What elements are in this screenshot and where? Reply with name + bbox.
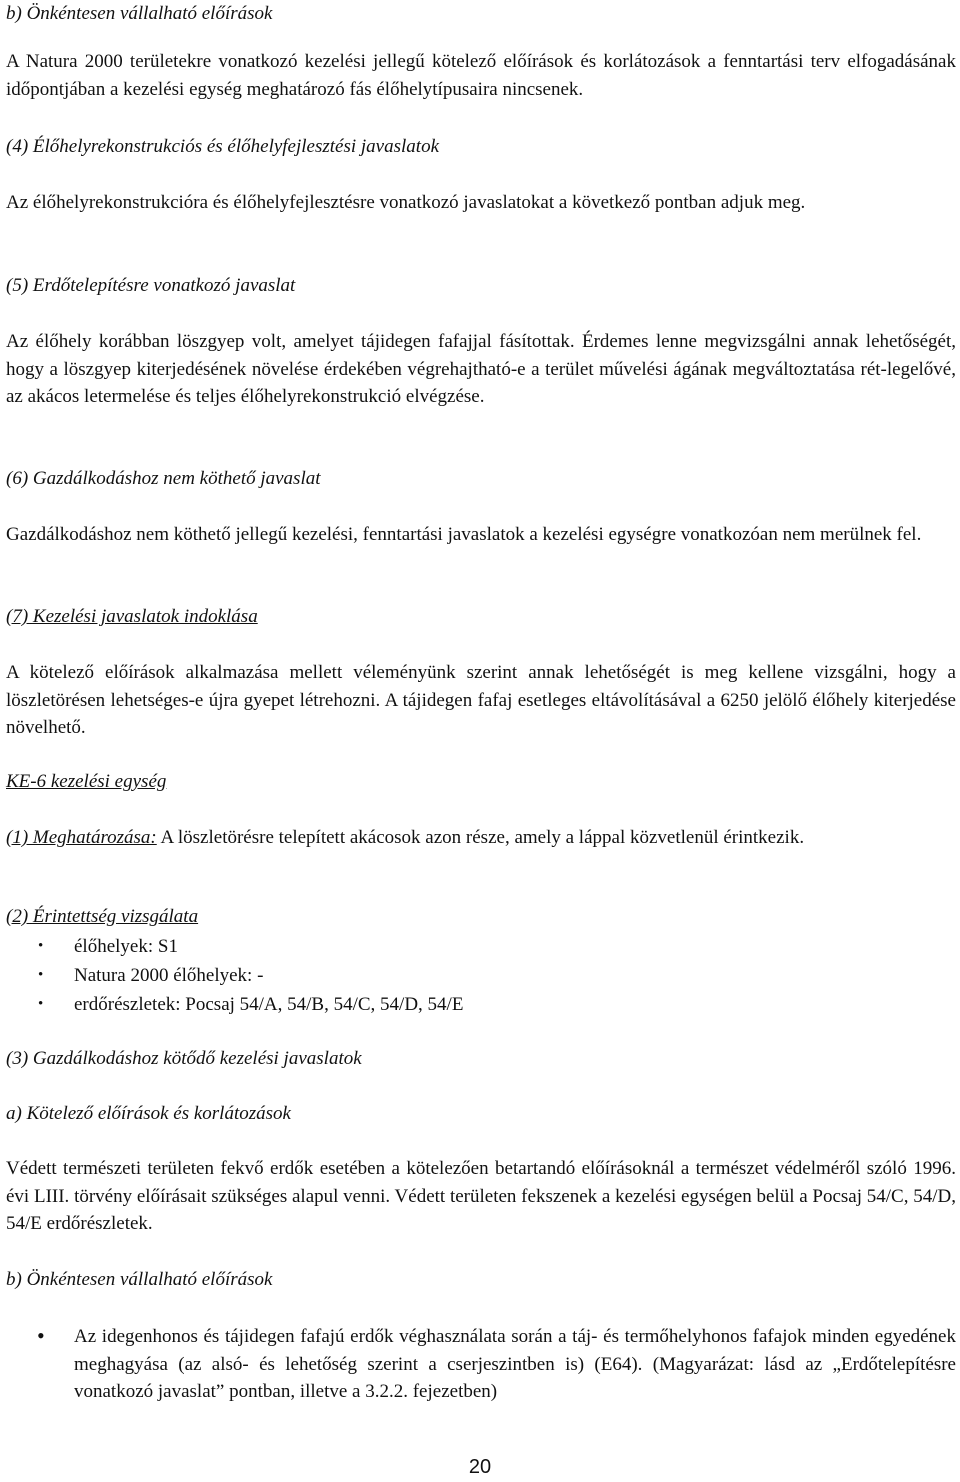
- bullet-icon: •: [38, 967, 44, 983]
- section-heading-3: (3) Gazdálkodáshoz kötődő kezelési javaslatok: [6, 1048, 362, 1069]
- voluntary-list: [6, 1323, 956, 1406]
- paragraph-mandatory: Védett természeti területen fekvő erdők esetében a kötelezően betartandó előírásoknál a természet védelméről szóló 1996. évi LIII. törvény előírásait szükséges alapul venni. Védett területen fekszenek a kezelési egységen belül a Pocsaj 54/C, 54/D, 54/E erdőrészletek.: [6, 1158, 956, 1234]
- paragraph-6: Gazdálkodáshoz nem köthető jellegű kezelési, fenntartási javaslatok a kezelési egységre vonatkozóan nem merülnek fel.: [6, 524, 922, 545]
- section-heading-5: (5) Erdőtelepítésre vonatkozó javaslat: [6, 275, 296, 296]
- list-item: • élőhelyek: S1: [6, 932, 956, 961]
- section-heading-impact: (2) Érintettség vizsgálata: [6, 906, 199, 927]
- paragraph-7: A kötelező előírások alkalmazása mellett véleményünk szerint annak lehetőségét is meg kellene vizsgálni, hogy a löszletörésen lehetséges-e újra gyepet létrehozni. A tájidegen fafaj esetleges eltávolításával a 6250 jelölő élőhely kiterjedése növelhető.: [6, 662, 956, 738]
- bullet-icon: •: [38, 996, 44, 1012]
- bullet-icon: •: [38, 938, 44, 954]
- impact-list: [6, 932, 956, 1019]
- paragraph-voluntary: A Natura 2000 területekre vonatkozó kezelési jellegű kötelező előírások és korlátozások a fenntartási terv elfogadásának időpontjában a kezelési egység meghatározó fás élőhelytípusaira nincsenek.: [6, 51, 956, 100]
- section-heading-voluntary: b) Önkéntesen vállalható előírások: [6, 3, 273, 24]
- list-item: • Natura 2000 élőhelyek: -: [6, 961, 956, 990]
- section-heading-voluntary-2: b) Önkéntesen vállalható előírások: [6, 1269, 273, 1290]
- bullet-icon: •: [37, 1323, 45, 1348]
- list-item: • Az idegenhonos és tájidegen fafajú erdők véghasználata során a táj- és termőhelyhonos fafajok minden egyedének meghagyása (az alsó- és lehetőség szerint a cserjeszintben is) (E64). (Magyarázat: lásd az „Erdőtelepítésre vonatkozó javaslat” pontban, illetve a 3.2.2. fejezetben): [37, 1323, 956, 1402]
- paragraph-ke6-definition: [6, 824, 956, 852]
- definition-label: (1) Meghatározása:: [6, 827, 157, 848]
- section-heading-mandatory: a) Kötelező előírások és korlátozások: [6, 1103, 291, 1124]
- paragraph-4: Az élőhelyrekonstrukcióra és élőhelyfejlesztésre vonatkozó javaslatokat a következő pontban adjuk meg.: [6, 192, 806, 213]
- unit-heading-ke6: KE-6 kezelési egység: [6, 771, 167, 792]
- section-heading-6: (6) Gazdálkodáshoz nem köthető javaslat: [6, 468, 321, 489]
- paragraph-5: Az élőhely korábban löszgyep volt, amelyet tájidegen fafajjal fásítottak. Érdemes lenne megvizsgálni annak lehetőségét, hogy a löszgyep kiterjedésének növelése érdekében végrehajtható-e a terület művelési ágának megváltoztatása rét-legelővé, az akácos letermelése és teljes élőhelyrekonstrukció elvégzése.: [6, 331, 956, 407]
- section-heading-4: (4) Élőhelyrekonstrukciós és élőhelyfejlesztési javaslatok: [6, 136, 440, 157]
- list-item: • erdőrészletek: Pocsaj 54/A, 54/B, 54/C, 54/D, 54/E: [6, 990, 956, 1019]
- page-number: 20: [468, 1456, 492, 1478]
- definition-text: A löszletörésre telepített akácosok azon része, amely a láppal közvetlenül érintkezik.: [156, 827, 805, 848]
- section-heading-7: (7) Kezelési javaslatok indoklása: [6, 606, 258, 627]
